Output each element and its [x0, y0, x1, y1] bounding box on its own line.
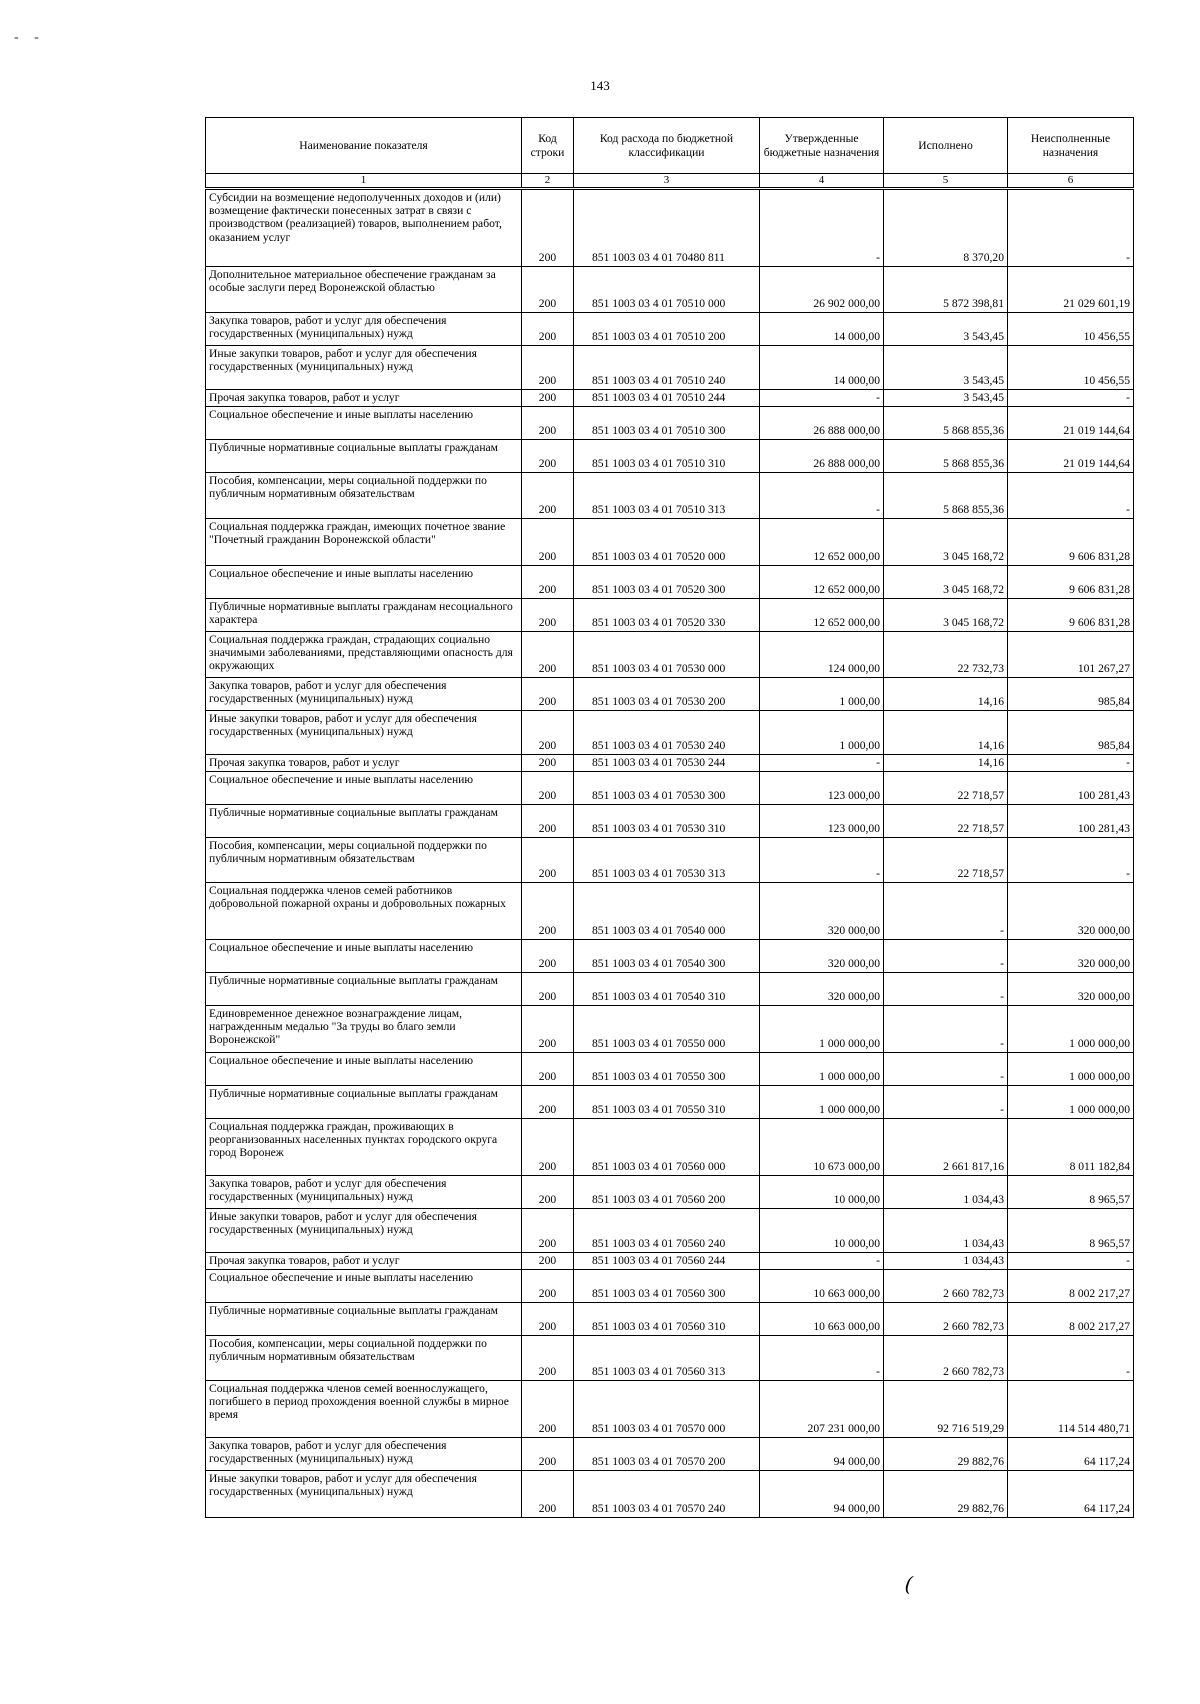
line-code-cell: 200 [522, 406, 574, 439]
table-row [206, 389, 1134, 406]
expense-code-cell: 851 1003 03 4 01 70530 240 [574, 710, 760, 754]
unexecuted-amount-cell: 21 019 144,64 [1008, 439, 1134, 472]
unexecuted-amount-cell: 8 002 217,27 [1008, 1269, 1134, 1302]
column-number: 1 [206, 174, 522, 189]
table-row [206, 1208, 1134, 1252]
line-code-cell: 200 [522, 837, 574, 882]
expense-code-cell: 851 1003 03 4 01 70540 300 [574, 939, 760, 972]
unexecuted-amount-cell: - [1008, 837, 1134, 882]
line-code-cell: 200 [522, 565, 574, 598]
line-code-cell: 200 [522, 1269, 574, 1302]
unexecuted-amount-cell: 985,84 [1008, 710, 1134, 754]
executed-amount-cell: 14,16 [884, 677, 1008, 710]
executed-amount-cell: 29 882,76 [884, 1437, 1008, 1470]
executed-amount-cell: 3 045 168,72 [884, 565, 1008, 598]
executed-amount-cell: 92 716 519,29 [884, 1380, 1008, 1437]
expense-code-cell: 851 1003 03 4 01 70540 310 [574, 972, 760, 1005]
approved-amount-cell: - [760, 188, 884, 266]
indicator-name-cell: Социальная поддержка членов семей военнослужащего, погибшего в период прохождения военной службы в мирное время [206, 1380, 522, 1437]
expense-code-cell: 851 1003 03 4 01 70560 000 [574, 1118, 760, 1175]
line-code-cell: 200 [522, 710, 574, 754]
executed-amount-cell: 3 543,45 [884, 345, 1008, 389]
table-row [206, 472, 1134, 518]
indicator-name-cell: Закупка товаров, работ и услуг для обеспечения государственных (муниципальных) нужд [206, 677, 522, 710]
table-row [206, 1005, 1134, 1052]
table-row [206, 598, 1134, 631]
table-row [206, 677, 1134, 710]
line-code-cell: 200 [522, 1005, 574, 1052]
approved-amount-cell: 1 000 000,00 [760, 1005, 884, 1052]
line-code-cell: 200 [522, 1335, 574, 1380]
line-code-cell: 200 [522, 518, 574, 565]
unexecuted-amount-cell: 21 029 601,19 [1008, 266, 1134, 312]
unexecuted-amount-cell: 64 117,24 [1008, 1437, 1134, 1470]
approved-amount-cell: 26 902 000,00 [760, 266, 884, 312]
indicator-name-cell: Публичные нормативные социальные выплаты гражданам [206, 1302, 522, 1335]
indicator-name-cell: Социальное обеспечение и иные выплаты населению [206, 1269, 522, 1302]
column-number: 4 [760, 174, 884, 189]
table-row [206, 631, 1134, 677]
approved-amount-cell: 123 000,00 [760, 771, 884, 804]
column-number: 5 [884, 174, 1008, 189]
expense-code-cell: 851 1003 03 4 01 70530 313 [574, 837, 760, 882]
approved-amount-cell: 1 000 000,00 [760, 1085, 884, 1118]
header-approved: Утвержденные бюджетные назначения [760, 118, 884, 174]
table-row [206, 1252, 1134, 1269]
expense-code-cell: 851 1003 03 4 01 70510 244 [574, 389, 760, 406]
unexecuted-amount-cell: - [1008, 389, 1134, 406]
approved-amount-cell: 124 000,00 [760, 631, 884, 677]
executed-amount-cell: - [884, 939, 1008, 972]
indicator-name-cell: Закупка товаров, работ и услуг для обеспечения государственных (муниципальных) нужд [206, 312, 522, 345]
executed-amount-cell: 3 045 168,72 [884, 518, 1008, 565]
indicator-name-cell: Пособия, компенсации, меры социальной поддержки по публичным нормативным обязательствам [206, 1335, 522, 1380]
line-code-cell: 200 [522, 939, 574, 972]
approved-amount-cell: - [760, 389, 884, 406]
unexecuted-amount-cell: 1 000 000,00 [1008, 1085, 1134, 1118]
table-row [206, 565, 1134, 598]
executed-amount-cell: 22 718,57 [884, 771, 1008, 804]
unexecuted-amount-cell: 320 000,00 [1008, 939, 1134, 972]
executed-amount-cell: 3 543,45 [884, 389, 1008, 406]
handwritten-mark: ( [901, 1572, 917, 1596]
unexecuted-amount-cell: 985,84 [1008, 677, 1134, 710]
unexecuted-amount-cell: 8 965,57 [1008, 1208, 1134, 1252]
indicator-name-cell: Социальное обеспечение и иные выплаты населению [206, 406, 522, 439]
line-code-cell: 200 [522, 631, 574, 677]
column-number: 3 [574, 174, 760, 189]
indicator-name-cell: Публичные нормативные социальные выплаты гражданам [206, 439, 522, 472]
approved-amount-cell: 10 663 000,00 [760, 1269, 884, 1302]
unexecuted-amount-cell: 8 011 182,84 [1008, 1118, 1134, 1175]
indicator-name-cell: Дополнительное материальное обеспечение гражданам за особые заслуги перед Воронежской областью [206, 266, 522, 312]
expense-code-cell: 851 1003 03 4 01 70570 200 [574, 1437, 760, 1470]
expense-code-cell: 851 1003 03 4 01 70530 300 [574, 771, 760, 804]
table-row [206, 939, 1134, 972]
expense-code-cell: 851 1003 03 4 01 70560 300 [574, 1269, 760, 1302]
indicator-name-cell: Субсидии на возмещение недополученных доходов и (или) возмещение фактически понесенных затрат в связи с производством (реализацией) товаров, выполнением работ, оказанием услуг [206, 188, 522, 266]
approved-amount-cell: - [760, 837, 884, 882]
expense-code-cell: 851 1003 03 4 01 70520 000 [574, 518, 760, 565]
executed-amount-cell: 14,16 [884, 710, 1008, 754]
expense-code-cell: 851 1003 03 4 01 70560 313 [574, 1335, 760, 1380]
expense-code-cell: 851 1003 03 4 01 70560 310 [574, 1302, 760, 1335]
expense-code-cell: 851 1003 03 4 01 70540 000 [574, 882, 760, 939]
line-code-cell: 200 [522, 677, 574, 710]
approved-amount-cell: 94 000,00 [760, 1470, 884, 1517]
indicator-name-cell: Пособия, компенсации, меры социальной поддержки по публичным нормативным обязательствам [206, 472, 522, 518]
approved-amount-cell: 320 000,00 [760, 882, 884, 939]
budget-execution-table [205, 117, 1134, 1518]
indicator-name-cell: Прочая закупка товаров, работ и услуг [206, 389, 522, 406]
executed-amount-cell: 5 868 855,36 [884, 406, 1008, 439]
table-body [206, 188, 1134, 1517]
unexecuted-amount-cell: 1 000 000,00 [1008, 1005, 1134, 1052]
table-row [206, 972, 1134, 1005]
line-code-cell: 200 [522, 345, 574, 389]
executed-amount-cell: - [884, 1005, 1008, 1052]
approved-amount-cell: - [760, 1252, 884, 1269]
executed-amount-cell: 29 882,76 [884, 1470, 1008, 1517]
executed-amount-cell: 3 045 168,72 [884, 598, 1008, 631]
executed-amount-cell: 2 660 782,73 [884, 1335, 1008, 1380]
indicator-name-cell: Социальное обеспечение и иные выплаты населению [206, 771, 522, 804]
table-row [206, 188, 1134, 266]
indicator-name-cell: Публичные нормативные социальные выплаты гражданам [206, 972, 522, 1005]
executed-amount-cell: 22 732,73 [884, 631, 1008, 677]
approved-amount-cell: 320 000,00 [760, 972, 884, 1005]
unexecuted-amount-cell: 100 281,43 [1008, 804, 1134, 837]
approved-amount-cell: 12 652 000,00 [760, 518, 884, 565]
table-row [206, 837, 1134, 882]
unexecuted-amount-cell: - [1008, 1335, 1134, 1380]
table-row [206, 345, 1134, 389]
table-row [206, 1302, 1134, 1335]
expense-code-cell: 851 1003 03 4 01 70530 244 [574, 754, 760, 771]
approved-amount-cell: 10 663 000,00 [760, 1302, 884, 1335]
line-code-cell: 200 [522, 972, 574, 1005]
line-code-cell: 200 [522, 312, 574, 345]
approved-amount-cell: 26 888 000,00 [760, 406, 884, 439]
unexecuted-amount-cell: 100 281,43 [1008, 771, 1134, 804]
line-code-cell: 200 [522, 754, 574, 771]
line-code-cell: 200 [522, 472, 574, 518]
table-row [206, 710, 1134, 754]
table-row [206, 1118, 1134, 1175]
approved-amount-cell: 123 000,00 [760, 804, 884, 837]
line-code-cell: 200 [522, 1252, 574, 1269]
unexecuted-amount-cell: 1 000 000,00 [1008, 1052, 1134, 1085]
line-code-cell: 200 [522, 1437, 574, 1470]
line-code-cell: 200 [522, 1302, 574, 1335]
expense-code-cell: 851 1003 03 4 01 70510 300 [574, 406, 760, 439]
line-code-cell: 200 [522, 1118, 574, 1175]
line-code-cell: 200 [522, 882, 574, 939]
indicator-name-cell: Закупка товаров, работ и услуг для обеспечения государственных (муниципальных) нужд [206, 1437, 522, 1470]
indicator-name-cell: Социальная поддержка граждан, страдающих социально значимыми заболеваниями, представляющими опасность для окружающих [206, 631, 522, 677]
executed-amount-cell: 5 872 398,81 [884, 266, 1008, 312]
indicator-name-cell: Иные закупки товаров, работ и услуг для обеспечения государственных (муниципальных) нужд [206, 1470, 522, 1517]
line-code-cell: 200 [522, 1085, 574, 1118]
unexecuted-amount-cell: 114 514 480,71 [1008, 1380, 1134, 1437]
approved-amount-cell: 14 000,00 [760, 312, 884, 345]
line-code-cell: 200 [522, 439, 574, 472]
header-line-code: Код строки [522, 118, 574, 174]
indicator-name-cell: Публичные нормативные выплаты гражданам несоциального характера [206, 598, 522, 631]
indicator-name-cell: Социальная поддержка граждан, проживающих в реорганизованных населенных пунктах городского округа город Воронеж [206, 1118, 522, 1175]
approved-amount-cell: 207 231 000,00 [760, 1380, 884, 1437]
expense-code-cell: 851 1003 03 4 01 70550 300 [574, 1052, 760, 1085]
table-row [206, 1052, 1134, 1085]
unexecuted-amount-cell: 10 456,55 [1008, 312, 1134, 345]
expense-code-cell: 851 1003 03 4 01 70550 000 [574, 1005, 760, 1052]
line-code-cell: 200 [522, 1052, 574, 1085]
table-row [206, 804, 1134, 837]
approved-amount-cell: - [760, 472, 884, 518]
table-row [206, 1085, 1134, 1118]
indicator-name-cell: Публичные нормативные социальные выплаты гражданам [206, 804, 522, 837]
expense-code-cell: 851 1003 03 4 01 70510 000 [574, 266, 760, 312]
approved-amount-cell: 10 673 000,00 [760, 1118, 884, 1175]
unexecuted-amount-cell: - [1008, 754, 1134, 771]
expense-code-cell: 851 1003 03 4 01 70530 310 [574, 804, 760, 837]
expense-code-cell: 851 1003 03 4 01 70560 240 [574, 1208, 760, 1252]
executed-amount-cell: 22 718,57 [884, 804, 1008, 837]
unexecuted-amount-cell: 9 606 831,28 [1008, 598, 1134, 631]
header-executed: Исполнено [884, 118, 1008, 174]
unexecuted-amount-cell: 21 019 144,64 [1008, 406, 1134, 439]
header-expense-code: Код расхода по бюджетной классификации [574, 118, 760, 174]
approved-amount-cell: 12 652 000,00 [760, 598, 884, 631]
table-row [206, 312, 1134, 345]
approved-amount-cell: 14 000,00 [760, 345, 884, 389]
executed-amount-cell: 14,16 [884, 754, 1008, 771]
unexecuted-amount-cell: 9 606 831,28 [1008, 565, 1134, 598]
line-code-cell: 200 [522, 1470, 574, 1517]
executed-amount-cell: 5 868 855,36 [884, 472, 1008, 518]
table-header [206, 118, 1134, 189]
indicator-name-cell: Иные закупки товаров, работ и услуг для обеспечения государственных (муниципальных) нужд [206, 710, 522, 754]
executed-amount-cell: 2 660 782,73 [884, 1269, 1008, 1302]
expense-code-cell: 851 1003 03 4 01 70510 313 [574, 472, 760, 518]
approved-amount-cell: - [760, 1335, 884, 1380]
executed-amount-cell: - [884, 972, 1008, 1005]
header-unexecuted: Неисполненные назначения [1008, 118, 1134, 174]
indicator-name-cell: Пособия, компенсации, меры социальной поддержки по публичным нормативным обязательствам [206, 837, 522, 882]
unexecuted-amount-cell: - [1008, 188, 1134, 266]
executed-amount-cell: 3 543,45 [884, 312, 1008, 345]
column-number-row [206, 174, 1134, 189]
executed-amount-cell: 1 034,43 [884, 1252, 1008, 1269]
expense-code-cell: 851 1003 03 4 01 70560 244 [574, 1252, 760, 1269]
unexecuted-amount-cell: 8 965,57 [1008, 1175, 1134, 1208]
table-row [206, 771, 1134, 804]
unexecuted-amount-cell: - [1008, 472, 1134, 518]
expense-code-cell: 851 1003 03 4 01 70560 200 [574, 1175, 760, 1208]
expense-code-cell: 851 1003 03 4 01 70520 330 [574, 598, 760, 631]
approved-amount-cell: - [760, 754, 884, 771]
table-row [206, 1269, 1134, 1302]
table-row [206, 406, 1134, 439]
table-row [206, 1175, 1134, 1208]
expense-code-cell: 851 1003 03 4 01 70480 811 [574, 188, 760, 266]
unexecuted-amount-cell: 64 117,24 [1008, 1470, 1134, 1517]
indicator-name-cell: Прочая закупка товаров, работ и услуг [206, 1252, 522, 1269]
unexecuted-amount-cell: 101 267,27 [1008, 631, 1134, 677]
table-row [206, 518, 1134, 565]
line-code-cell: 200 [522, 1208, 574, 1252]
scan-marks: - - [14, 30, 45, 45]
approved-amount-cell: 12 652 000,00 [760, 565, 884, 598]
unexecuted-amount-cell: 9 606 831,28 [1008, 518, 1134, 565]
line-code-cell: 200 [522, 1380, 574, 1437]
expense-code-cell: 851 1003 03 4 01 70510 310 [574, 439, 760, 472]
executed-amount-cell: 1 034,43 [884, 1175, 1008, 1208]
executed-amount-cell: - [884, 1052, 1008, 1085]
approved-amount-cell: 94 000,00 [760, 1437, 884, 1470]
line-code-cell: 200 [522, 1175, 574, 1208]
table-row [206, 1380, 1134, 1437]
executed-amount-cell: - [884, 1085, 1008, 1118]
unexecuted-amount-cell: 10 456,55 [1008, 345, 1134, 389]
expense-code-cell: 851 1003 03 4 01 70510 240 [574, 345, 760, 389]
table-row [206, 1470, 1134, 1517]
unexecuted-amount-cell: 320 000,00 [1008, 882, 1134, 939]
executed-amount-cell: 5 868 855,36 [884, 439, 1008, 472]
executed-amount-cell: 8 370,20 [884, 188, 1008, 266]
indicator-name-cell: Закупка товаров, работ и услуг для обеспечения государственных (муниципальных) нужд [206, 1175, 522, 1208]
line-code-cell: 200 [522, 771, 574, 804]
line-code-cell: 200 [522, 598, 574, 631]
approved-amount-cell: 10 000,00 [760, 1175, 884, 1208]
expense-code-cell: 851 1003 03 4 01 70550 310 [574, 1085, 760, 1118]
approved-amount-cell: 1 000 000,00 [760, 1052, 884, 1085]
expense-code-cell: 851 1003 03 4 01 70510 200 [574, 312, 760, 345]
indicator-name-cell: Социальное обеспечение и иные выплаты населению [206, 565, 522, 598]
approved-amount-cell: 10 000,00 [760, 1208, 884, 1252]
table-row [206, 439, 1134, 472]
indicator-name-cell: Публичные нормативные социальные выплаты гражданам [206, 1085, 522, 1118]
approved-amount-cell: 1 000,00 [760, 710, 884, 754]
expense-code-cell: 851 1003 03 4 01 70530 000 [574, 631, 760, 677]
table-row [206, 266, 1134, 312]
indicator-name-cell: Прочая закупка товаров, работ и услуг [206, 754, 522, 771]
page-number: 143 [590, 78, 610, 93]
table-row [206, 1335, 1134, 1380]
approved-amount-cell: 320 000,00 [760, 939, 884, 972]
executed-amount-cell: 22 718,57 [884, 837, 1008, 882]
approved-amount-cell: 26 888 000,00 [760, 439, 884, 472]
unexecuted-amount-cell: 8 002 217,27 [1008, 1302, 1134, 1335]
line-code-cell: 200 [522, 188, 574, 266]
executed-amount-cell: 2 660 782,73 [884, 1302, 1008, 1335]
unexecuted-amount-cell: 320 000,00 [1008, 972, 1134, 1005]
line-code-cell: 200 [522, 266, 574, 312]
table-row [206, 754, 1134, 771]
unexecuted-amount-cell: - [1008, 1252, 1134, 1269]
approved-amount-cell: 1 000,00 [760, 677, 884, 710]
indicator-name-cell: Социальное обеспечение и иные выплаты населению [206, 1052, 522, 1085]
column-number: 2 [522, 174, 574, 189]
indicator-name-cell: Иные закупки товаров, работ и услуг для обеспечения государственных (муниципальных) нужд [206, 345, 522, 389]
indicator-name-cell: Социальное обеспечение и иные выплаты населению [206, 939, 522, 972]
executed-amount-cell: - [884, 882, 1008, 939]
indicator-name-cell: Социальная поддержка граждан, имеющих почетное звание "Почетный гражданин Воронежской области" [206, 518, 522, 565]
indicator-name-cell: Социальная поддержка членов семей работников добровольной пожарной охраны и добровольных пожарных [206, 882, 522, 939]
table-row [206, 882, 1134, 939]
column-number: 6 [1008, 174, 1134, 189]
executed-amount-cell: 2 661 817,16 [884, 1118, 1008, 1175]
expense-code-cell: 851 1003 03 4 01 70530 200 [574, 677, 760, 710]
line-code-cell: 200 [522, 389, 574, 406]
indicator-name-cell: Единовременное денежное вознаграждение лицам, награжденным медалью "За труды во благо земли Воронежской" [206, 1005, 522, 1052]
header-indicator-name: Наименование показателя [206, 118, 522, 174]
expense-code-cell: 851 1003 03 4 01 70570 000 [574, 1380, 760, 1437]
line-code-cell: 200 [522, 804, 574, 837]
table-row [206, 1437, 1134, 1470]
expense-code-cell: 851 1003 03 4 01 70570 240 [574, 1470, 760, 1517]
expense-code-cell: 851 1003 03 4 01 70520 300 [574, 565, 760, 598]
indicator-name-cell: Иные закупки товаров, работ и услуг для обеспечения государственных (муниципальных) нужд [206, 1208, 522, 1252]
executed-amount-cell: 1 034,43 [884, 1208, 1008, 1252]
